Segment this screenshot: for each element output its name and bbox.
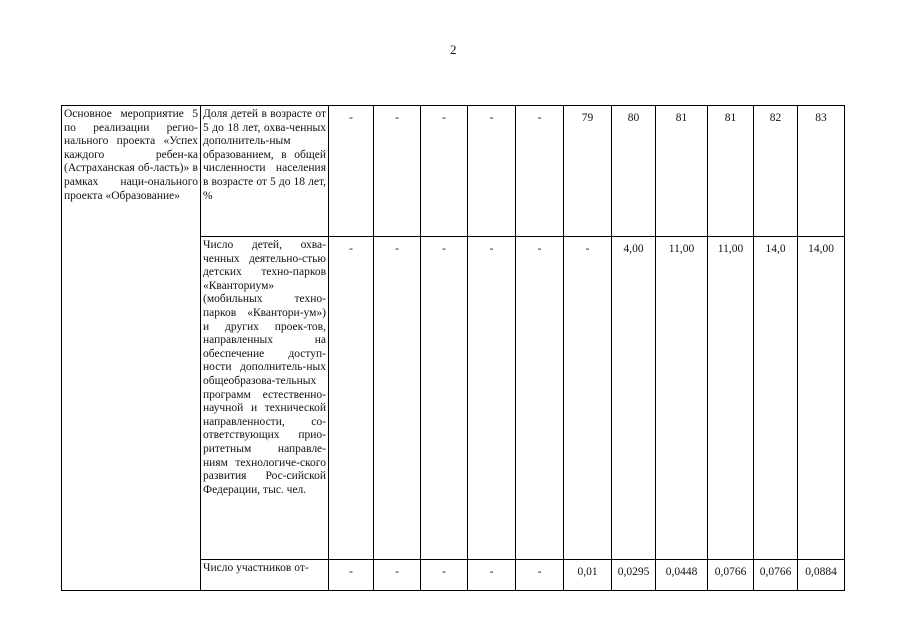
value-cell: 14,00	[798, 237, 845, 560]
indicator-cell: Число участников от-	[201, 560, 329, 591]
value-cell: -	[329, 237, 374, 560]
value-cell: 4,00	[612, 237, 656, 560]
value-cell: -	[516, 237, 564, 560]
value-cell: -	[329, 106, 374, 237]
value-cell: -	[468, 106, 516, 237]
value-cell: 79	[564, 106, 612, 237]
value-cell: -	[374, 106, 421, 237]
value-cell: -	[374, 560, 421, 591]
value-cell: -	[421, 106, 468, 237]
value-cell: -	[516, 560, 564, 591]
value-cell: 11,00	[656, 237, 708, 560]
table-row	[62, 106, 845, 237]
indicators-table	[61, 105, 845, 591]
page-number: 2	[450, 42, 457, 57]
value-cell: -	[421, 237, 468, 560]
event-cell: Основное мероприятие 5 по реализации регио-нального проекта «Успех каждого ребен-ка (Астраханская об-ласть)» в рамках наци-онального проекта «Образование»	[62, 106, 201, 591]
value-cell: 82	[754, 106, 798, 237]
value-cell: 81	[708, 106, 754, 237]
value-cell: 0,0295	[612, 560, 656, 591]
value-cell: 80	[612, 106, 656, 237]
value-cell: -	[564, 237, 612, 560]
indicator-cell: Число детей, охва-ченных деятельно-стью детских техно-парков «Кванториум» (мобильных техно-парков «Квантори-ум») и других проек-тов, направленных на обеспечение доступ-ности дополнитель-ных общеобразова-тельных программ естественно-научной и технической направленности, со-ответствующих прио-ритетным направле-ниям технологиче-ского развития Рос-сийской Федерации, тыс. чел.	[201, 237, 329, 560]
value-cell: 11,00	[708, 237, 754, 560]
indicator-cell: Доля детей в возрасте от 5 до 18 лет, охва-ченных дополнитель-ным образованием, в общей численности населения в возрасте от 5 до 18 лет, %	[201, 106, 329, 237]
value-cell: 0,0448	[656, 560, 708, 591]
value-cell: 81	[656, 106, 708, 237]
value-cell: -	[468, 237, 516, 560]
value-cell: 83	[798, 106, 845, 237]
value-cell: 0,0766	[754, 560, 798, 591]
value-cell: -	[329, 560, 374, 591]
value-cell: 0,0766	[708, 560, 754, 591]
value-cell: 0,01	[564, 560, 612, 591]
value-cell: 14,0	[754, 237, 798, 560]
value-cell: -	[516, 106, 564, 237]
value-cell: -	[468, 560, 516, 591]
value-cell: -	[374, 237, 421, 560]
value-cell: 0,0884	[798, 560, 845, 591]
value-cell: -	[421, 560, 468, 591]
